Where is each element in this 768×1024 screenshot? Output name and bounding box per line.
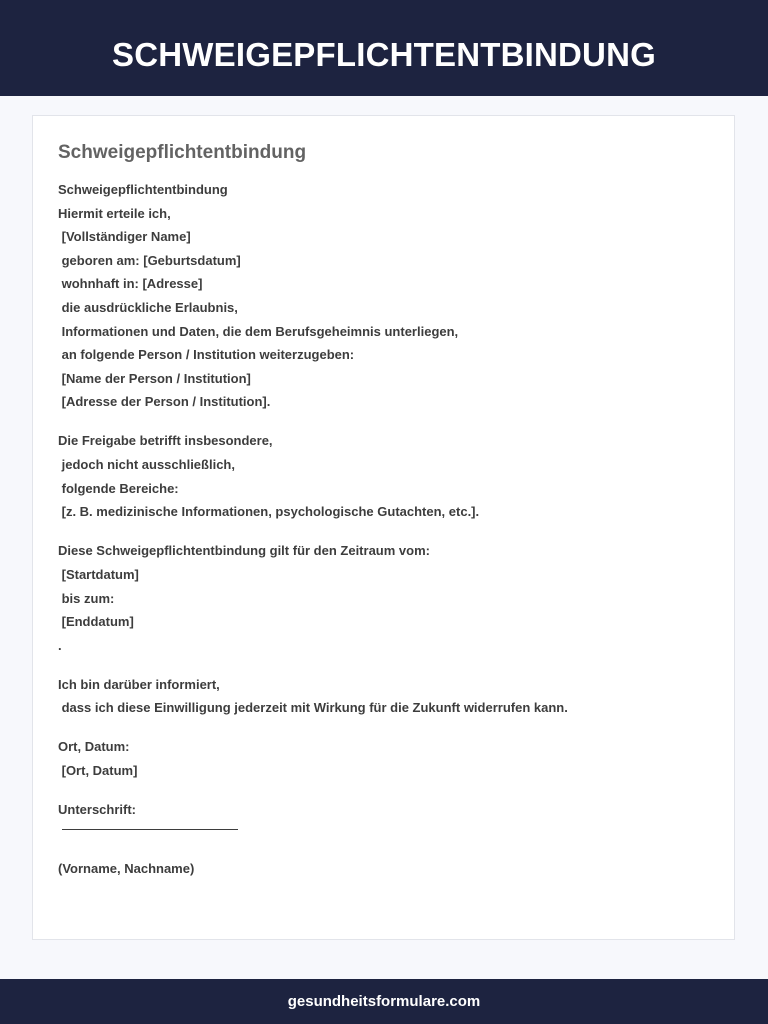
document-line: Ich bin darüber informiert,: [58, 676, 220, 692]
placeholder-recipient-name: [Name der Person / Institution]: [58, 370, 251, 386]
placeholder-recipient-address: [Adresse der Person / Institution].: [58, 394, 271, 410]
page-title: SCHWEIGEPFLICHTENTBINDUNG: [112, 35, 656, 73]
placeholder-birthdate: geboren am: [Geburtsdatum]: [58, 252, 241, 268]
page-header: [0, 0, 768, 96]
placeholder-scope-areas: [z. B. medizinische Informationen, psychologische Gutachten, etc.].: [58, 504, 480, 520]
document-line: jedoch nicht ausschließlich,: [58, 457, 235, 473]
section-place-date: [58, 735, 718, 782]
section-revocation: [58, 673, 718, 720]
placeholder-place-date: [Ort, Datum]: [58, 763, 138, 779]
document-body: [58, 178, 718, 880]
document-line: Diese Schweigepflichtentbindung gilt für den Zeitraum vom:: [58, 543, 430, 559]
document-line: die ausdrückliche Erlaubnis,: [58, 299, 238, 315]
footer-site-link[interactable]: gesundheitsformulare.com: [287, 993, 481, 1010]
signature-label: Unterschrift:: [58, 802, 137, 818]
document-line: Hiermit erteile ich,: [58, 205, 171, 221]
section-scope: [58, 429, 718, 523]
document-line: folgende Bereiche:: [58, 480, 179, 496]
section-period: [58, 539, 718, 657]
document-line: Ort, Datum:: [58, 739, 130, 755]
placeholder-address: wohnhaft in: [Adresse]: [58, 276, 203, 292]
document-line: dass ich diese Einwilligung jederzeit mit Wirkung für die Zukunft widerrufen kann.: [58, 700, 568, 716]
section-signature: [58, 798, 718, 880]
placeholder-start-date: [Startdatum]: [58, 566, 139, 582]
document-line: Die Freigabe betrifft insbesondere,: [58, 433, 273, 449]
page-footer: [0, 979, 768, 1024]
signature-name-hint: (Vorname, Nachname): [58, 860, 195, 876]
document-line: an folgende Person / Institution weiterzugeben:: [58, 347, 355, 363]
document-card: [32, 115, 735, 940]
section-authorization: [58, 178, 718, 414]
document-line: Schweigepflichtentbindung: [58, 182, 228, 197]
document-line: bis zum:: [58, 590, 115, 606]
placeholder-end-date: [Enddatum]: [58, 614, 134, 630]
placeholder-full-name: [Vollständiger Name]: [58, 229, 191, 245]
document-line: Informationen und Daten, die dem Berufsgeheimnis unterliegen,: [58, 323, 459, 339]
document-title: Schweigepflichtentbindung: [58, 142, 307, 163]
document-line: .: [58, 637, 62, 653]
